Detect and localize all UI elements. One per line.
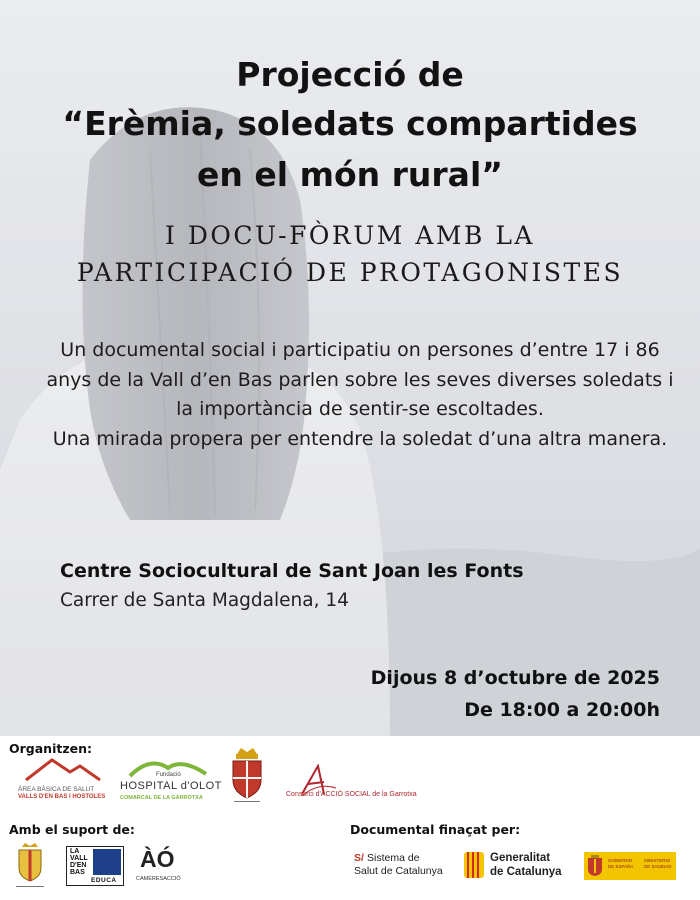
sistema-line-1: Sistema de — [367, 852, 420, 864]
generalitat-logo — [464, 850, 574, 882]
abs-line-1: ÀREA BÀSICA DE SALUT — [18, 786, 95, 793]
sistema-line-2: Salut de Catalunya — [354, 865, 443, 877]
title-line-3: en el món rural” — [197, 155, 503, 194]
ministerio-line-1: MINISTERIO — [644, 858, 671, 863]
subtitle-line-1: I DOCU-FÒRUM AMB LA — [165, 221, 535, 250]
consorci-logo — [284, 764, 434, 804]
gencat-line-1: Generalitat — [490, 852, 551, 864]
description — [40, 336, 680, 454]
gobierno-line-2: DE ESPAÑA — [608, 864, 634, 869]
mountain-icon — [18, 756, 108, 784]
vall-line-1: LA — [70, 848, 80, 855]
hospital-line-2: HOSPITAL d'OLOT — [120, 780, 222, 792]
title-line-2: “Erèmia, soledats compartides — [62, 104, 638, 143]
vall-line-3: D'EN — [70, 862, 87, 869]
vall-blue-square — [93, 849, 121, 875]
municipal-shield-icon — [228, 748, 266, 806]
ao-subtext: CAMERESACCIÓ — [136, 876, 181, 882]
ministerio-line-2: DE SANIDAD — [644, 864, 672, 869]
vall-line-2: VALL — [70, 855, 88, 862]
description-paragraph-1: Un documental social i participatiu on persones d’entre 17 i 86 anys de la Vall d’en Bas parlen sobre les seves diverses soledats i la importància de sentir-se escoltades. — [46, 339, 674, 420]
hospital-line-1: Fundació — [156, 772, 181, 778]
event-date: Dijous 8 d’octubre de 2025 — [370, 667, 660, 689]
venue-name: Centre Sociocultural de Sant Joan les Fonts — [60, 560, 524, 582]
sistema-salut-logo — [354, 852, 458, 882]
support-label: Amb el suport de: — [9, 822, 135, 837]
footer-logos — [0, 736, 700, 900]
venue-address: Carrer de Santa Magdalena, 14 — [60, 590, 349, 611]
organizers-label: Organitzen: — [9, 741, 92, 756]
ajuntament-shield-icon — [14, 843, 46, 891]
gobierno-line-1: GOBIERNO — [608, 858, 633, 863]
hospital-line-3: COMARCAL DE LA GARROTXA — [120, 795, 203, 801]
spain-coat-of-arms-icon — [586, 855, 604, 877]
gencat-line-2: de Catalunya — [490, 866, 562, 878]
consorci-text: Consorci d'ACCIÓ SOCIAL de la Garrotxa — [286, 791, 417, 798]
ao-text: ÀÓ — [140, 846, 175, 872]
senyera-icon — [464, 852, 484, 878]
description-paragraph-2: Una mirada propera per entendre la soledat d’una altra manera. — [52, 427, 668, 450]
hospital-olot-logo — [120, 754, 222, 808]
vall-educa: EDUCA — [91, 877, 117, 884]
event-time: De 18:00 a 20:00h — [464, 699, 660, 721]
vall-line-4: BAS — [70, 869, 85, 876]
title-line-1: Projecció de — [236, 55, 464, 94]
subtitle-line-2: PARTICIPACIÓ DE PROTAGONISTES — [76, 258, 624, 287]
ao-logo — [136, 846, 186, 888]
gobierno-espana-logo — [584, 852, 676, 880]
funded-label: Documental finaçat per: — [350, 822, 521, 837]
abs-logo — [18, 756, 108, 806]
vall-den-bas-educa-logo — [66, 846, 124, 886]
abs-line-2: VALLS D'EN BAS I HOSTOLES — [18, 794, 106, 800]
sistema-s-icon: S/ — [354, 852, 364, 864]
